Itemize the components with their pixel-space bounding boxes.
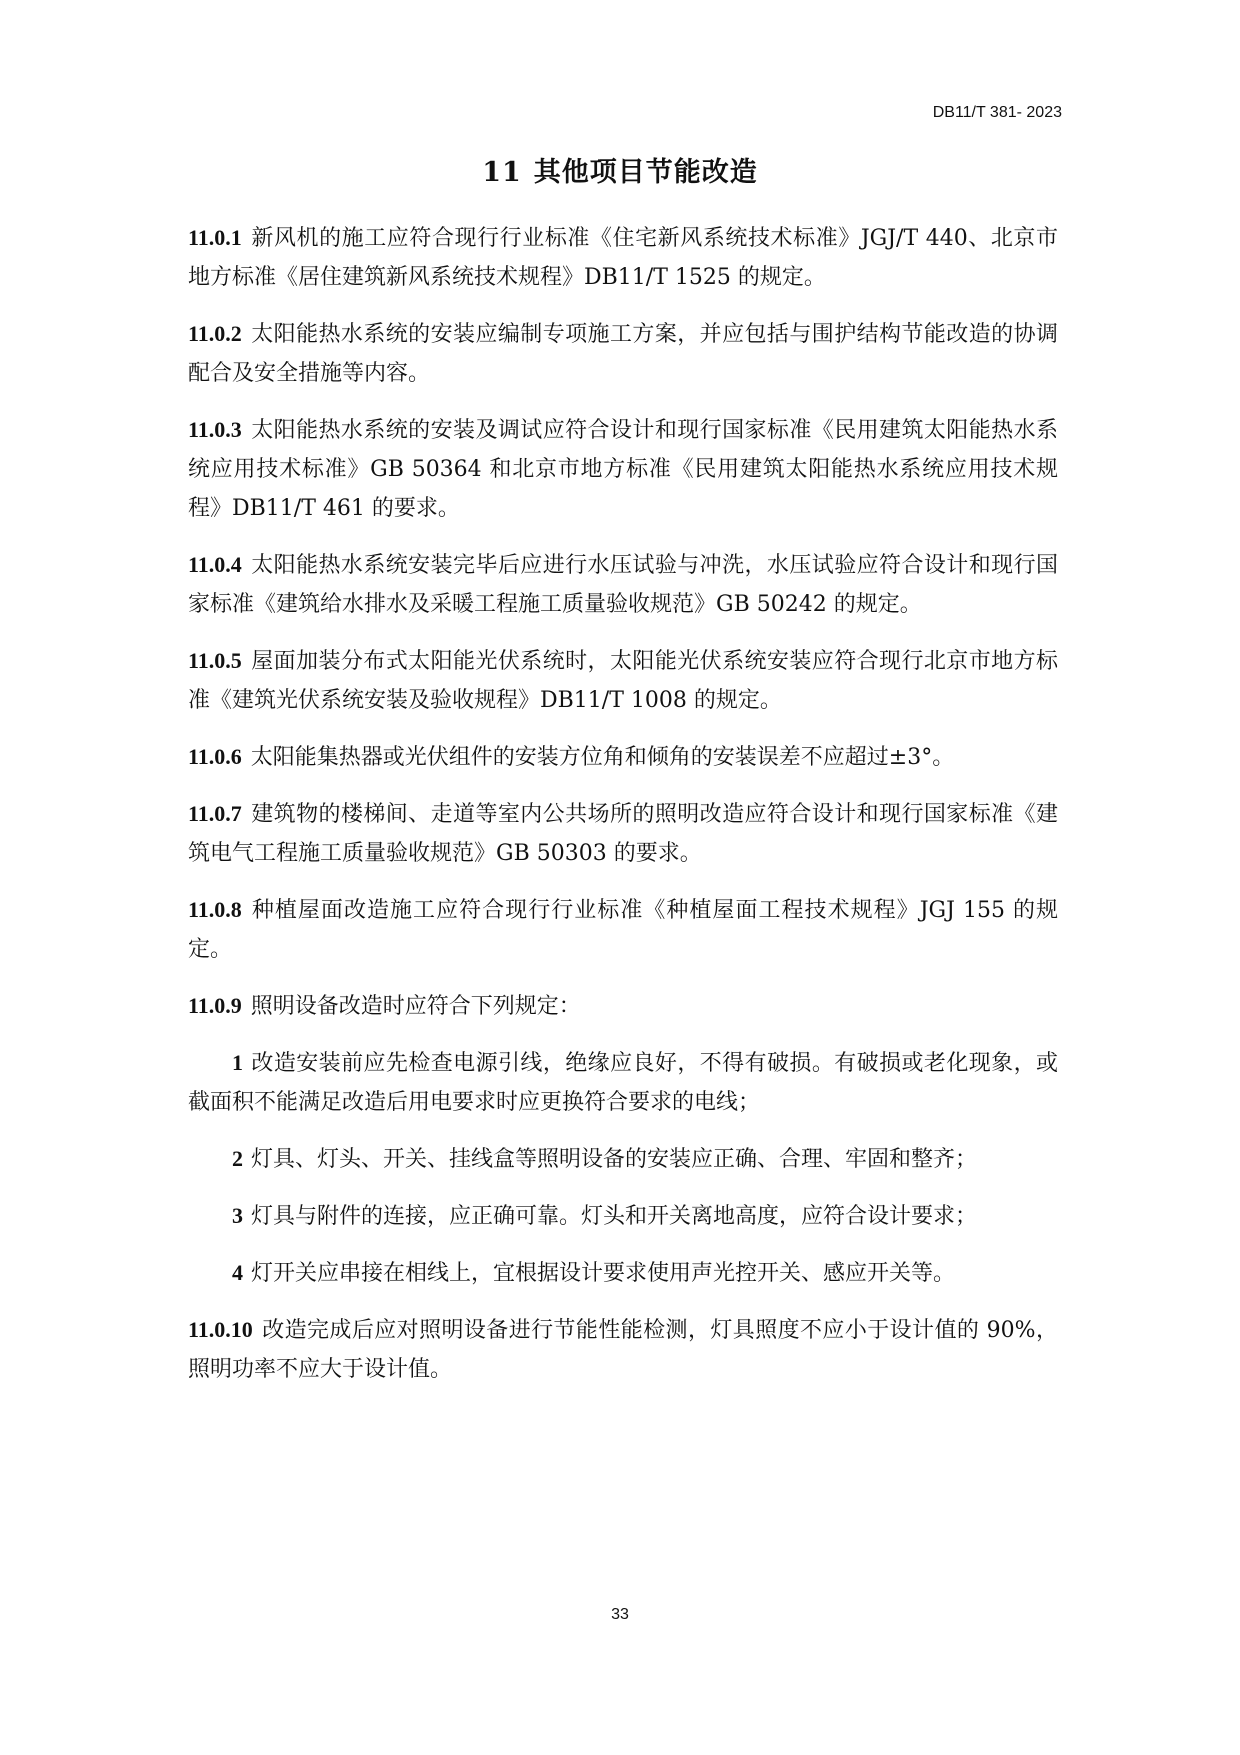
clause-number: 11.0.7 <box>188 801 242 826</box>
clause-text: 太阳能热水系统的安装应编制专项施工方案，并应包括与围护结构节能改造的协调配合及安全措施等内容。 <box>188 322 1058 386</box>
clause-text: 改造完成后应对照明设备进行节能性能检测，灯具照度不应小于设计值的 90%，照明功率不应大于设计值。 <box>188 1318 1058 1382</box>
clause-number: 11.0.6 <box>188 744 242 769</box>
clause-11-0-9 <box>188 986 1058 1026</box>
clause-text: 屋面加装分布式太阳能光伏系统时，太阳能光伏系统安装应符合现行北京市地方标准《建筑光伏系统安装及验收规程》DB11/T 1008 的规定。 <box>188 649 1058 713</box>
clause-11-0-1 <box>188 218 1058 297</box>
clause-11-0-4 <box>188 545 1058 624</box>
list-item <box>188 1043 1058 1122</box>
clause-number: 11.0.5 <box>188 648 242 673</box>
clause-11-0-5 <box>188 641 1058 720</box>
clause-text: 新风机的施工应符合现行行业标准《住宅新风系统技术标准》JGJ/T 440、北京市地方标准《居住建筑新风系统技术规程》DB11/T 1525 的规定。 <box>188 226 1058 290</box>
clause-11-0-7 <box>188 794 1058 873</box>
chapter-number: 11 <box>482 157 522 188</box>
clause-number: 11.0.2 <box>188 321 242 346</box>
list-item-number: 1 <box>232 1050 243 1075</box>
list-item <box>188 1196 1058 1236</box>
chapter-title-text: 其他项目节能改造 <box>533 157 758 188</box>
list-item <box>188 1253 1058 1293</box>
list-item-text: 灯具与附件的连接，应正确可靠。灯头和开关离地高度，应符合设计要求； <box>251 1204 978 1229</box>
list-item-text: 改造安装前应先检查电源引线，绝缘应良好，不得有破损。有破损或老化现象，或截面积不能满足改造后用电要求时应更换符合要求的电线； <box>188 1051 1058 1115</box>
clause-number: 11.0.8 <box>188 897 242 922</box>
chapter-title <box>0 150 1240 189</box>
clause-11-0-3 <box>188 410 1058 528</box>
clause-number: 11.0.1 <box>188 225 242 250</box>
list-item <box>188 1139 1058 1179</box>
clause-number: 11.0.3 <box>188 417 242 442</box>
clause-number: 11.0.10 <box>188 1317 253 1342</box>
clause-text: 建筑物的楼梯间、走道等室内公共场所的照明改造应符合设计和现行国家标准《建筑电气工程施工质量验收规范》GB 50303 的要求。 <box>188 802 1058 866</box>
document-body <box>188 218 1058 1406</box>
list-item-number: 2 <box>232 1146 243 1171</box>
clause-11-0-2 <box>188 314 1058 393</box>
clause-text: 太阳能集热器或光伏组件的安装方位角和倾角的安装误差不应超过±3°。 <box>250 745 955 770</box>
lighting-requirements-list <box>188 1043 1058 1293</box>
clause-text: 种植屋面改造施工应符合现行行业标准《种植屋面工程技术规程》JGJ 155 的规定。 <box>188 898 1058 962</box>
list-item-number: 3 <box>232 1203 243 1228</box>
list-item-text: 灯具、灯头、开关、挂线盒等照明设备的安装应正确、合理、牢固和整齐； <box>251 1147 978 1172</box>
clause-11-0-10 <box>188 1310 1058 1389</box>
clause-text: 太阳能热水系统安装完毕后应进行水压试验与冲洗，水压试验应符合设计和现行国家标准《建筑给水排水及采暖工程施工质量验收规范》GB 50242 的规定。 <box>188 553 1058 617</box>
clause-number: 11.0.4 <box>188 552 242 577</box>
page-number: 33 <box>611 1606 629 1623</box>
clause-11-0-8 <box>188 890 1058 969</box>
clause-text: 太阳能热水系统的安装及调试应符合设计和现行国家标准《民用建筑太阳能热水系统应用技术标准》GB 50364 和北京市地方标准《民用建筑太阳能热水系统应用技术规程》DB11/T 461 的要求。 <box>188 418 1058 521</box>
list-item-text: 灯开关应串接在相线上，宜根据设计要求使用声光控开关、感应开关等。 <box>251 1261 956 1286</box>
clause-text: 照明设备改造时应符合下列规定： <box>250 994 581 1019</box>
list-item-number: 4 <box>232 1260 243 1285</box>
clause-number: 11.0.9 <box>188 993 242 1018</box>
standard-code-header: DB11/T 381- 2023 <box>932 104 1062 121</box>
clause-11-0-6 <box>188 737 1058 777</box>
